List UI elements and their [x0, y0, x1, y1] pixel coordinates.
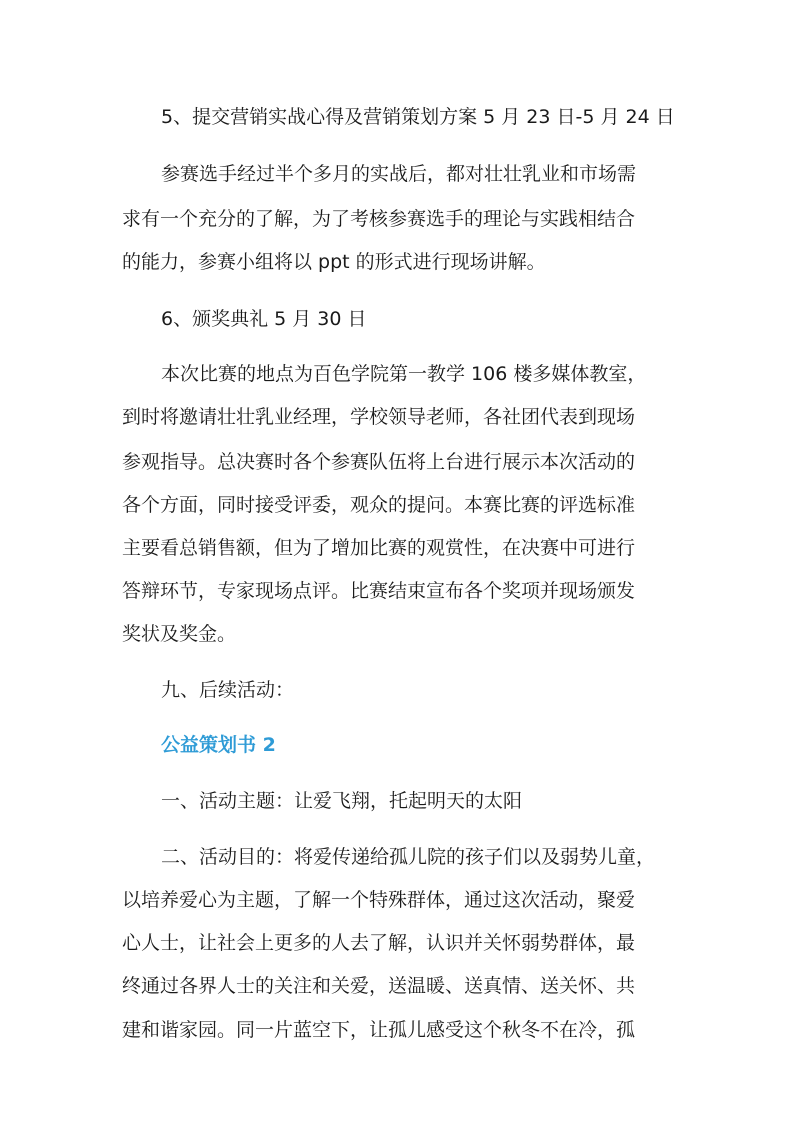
paragraph-line: 参赛选手经过半个多月的实战后，都对壮壮乳业和市场需: [161, 163, 637, 185]
section-heading: 九、后续活动：: [161, 679, 295, 701]
paragraph-line: 奖状及奖金。: [122, 623, 237, 645]
list-item-5: 5、提交营销实战心得及营销策划方案 5 月 23 日-5 月 24 日: [161, 106, 675, 128]
paragraph-line: 建和谐家园。同一片蓝空下，让孤儿感受这个秋冬不在冷，孤: [122, 1019, 636, 1041]
paragraph-line: 各个方面，同时接受评委，观众的提问。本赛比赛的评选标准: [122, 494, 636, 516]
paragraph-line: 以培养爱心为主题，了解一个特殊群体，通过这次活动，聚爱: [122, 889, 636, 911]
document-title: 公益策划书 2: [161, 734, 276, 756]
paragraph-line: 到时将邀请壮壮乳业经理，学校领导老师，各社团代表到现场: [122, 406, 636, 428]
paragraph-line: 本次比赛的地点为百色学院第一教学 106 楼多媒体教室，: [161, 363, 647, 385]
paragraph-line: 答辩环节，专家现场点评。比赛结束宣布各个奖项并现场颁发: [122, 580, 636, 602]
paragraph-line: 心人士，让社会上更多的人去了解，认识并关怀弱势群体，最: [122, 932, 636, 954]
activity-theme: 一、活动主题：让爱飞翔，托起明天的太阳: [161, 790, 523, 812]
paragraph-line: 主要看总销售额，但为了增加比赛的观赏性，在决赛中可进行: [122, 537, 636, 559]
list-item-6: 6、颁奖典礼 5 月 30 日: [161, 308, 367, 330]
paragraph-line: 的能力，参赛小组将以 ppt 的形式进行现场讲解。: [122, 251, 546, 273]
paragraph-line: 二、活动目的：将爱传递给孤儿院的孩子们以及弱势儿童，: [161, 846, 656, 868]
paragraph-line: 参观指导。总决赛时各个参赛队伍将上台进行展示本次活动的: [122, 451, 636, 473]
paragraph-line: 求有一个充分的了解，为了考核参赛选手的理论与实践相结合: [122, 208, 636, 230]
paragraph-line: 终通过各界人士的关注和关爱，送温暖、送真情、送关怀、共: [122, 975, 636, 997]
